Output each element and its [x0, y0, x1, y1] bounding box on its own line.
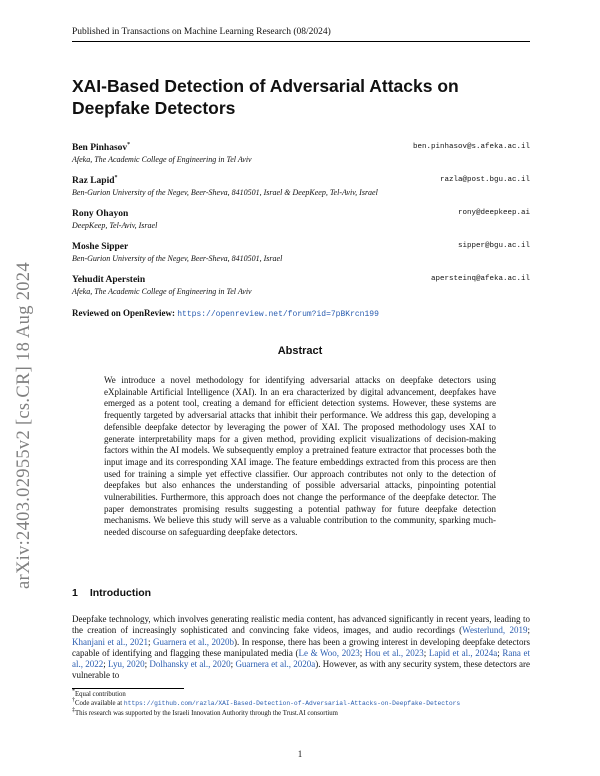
author-email[interactable]: apersteinq@afeka.ac.il — [430, 275, 530, 283]
author-email[interactable]: ben.pinhasov@s.afeka.ac.il — [412, 143, 530, 151]
footnotes — [72, 690, 542, 718]
openreview-link[interactable]: https://openreview.net/forum?id=7pBKrcn199 — [177, 310, 379, 319]
journal-header: Published in Transactions on Machine Learning Research (08/2024) — [72, 27, 331, 37]
code-link[interactable]: https://github.com/razla/XAI-Based-Detection-of-Adversarial-Attacks-on-Deepfake-Detectors — [123, 700, 461, 708]
citation-link[interactable]: Lapid et al., 2024a — [428, 647, 498, 658]
author-name: Rony Ohayon — [72, 209, 129, 219]
citation-link[interactable]: Le & Woo, 2023 — [298, 647, 360, 658]
abstract-text: We introduce a novel methodology for identifying adversarial attacks on deepfake detectors using eXplainable Artificial Intelligence (XAI). In an era characterized by digital advancement, deepfakes have emerged as a potent tool, creating a demand for efficient detection systems. However, these systems are frequently targeted by adversarial attacks that inhibit their performance. We address this gap, developing a defensible deepfake detector by leveraging the power of XAI. The proposed methodology uses XAI to generate interpretability maps for a given method, providing explicit visualizations of decision-making factors within the AI models. We subsequently employ a pretrained feature extractor that processes both the input image and its corresponding XAI image. The feature embeddings extracted from this process are then used for training a simple yet effective classifier. Our approach contributes not only to the detection of deepfakes but also enhances the understanding of possible adversarial attacks, pinpointing potential vulnerabilities. Furthermore, this approach does not change the performance of the deepfake detector. The paper demonstrates promising results suggesting a potential pathway for future deepfake detection mechanisms. We believe this study will serve as a valuable contribution to the community, sparking much-needed discourse on safeguarding deepfake detectors. — [104, 375, 496, 538]
abstract-heading: Abstract — [277, 345, 323, 357]
author-name: Raz Lapid* — [72, 174, 118, 186]
author-email[interactable]: sipper@bgu.ac.il — [457, 242, 530, 250]
author-affiliation: Afeka, The Academic College of Engineering in Tel Aviv — [72, 287, 252, 296]
author-name: Ben Pinhasov* — [72, 141, 131, 153]
author-email[interactable]: razla@post.bgu.ac.il — [439, 176, 530, 184]
page-number: 1 — [297, 749, 303, 759]
footnote-funding: ‡This research was supported by the Israeli Innovation Authority through the Trust.AI consortium — [72, 707, 338, 717]
section-heading — [72, 587, 151, 599]
citation-link[interactable]: Guarnera et al., 2020b — [153, 636, 235, 647]
citation-link[interactable]: Westerlund, 2019 — [462, 625, 528, 636]
author-name: Yehudit Aperstein — [72, 275, 146, 285]
author-block — [72, 275, 530, 296]
openreview-line — [72, 308, 379, 319]
author-block — [72, 242, 530, 263]
review-label: Reviewed on OpenReview: — [72, 308, 175, 318]
author-affiliation: DeepKeep, Tel-Aviv, Israel — [72, 221, 158, 230]
author-affiliation: Ben-Gurion University of the Negev, Beer-Sheva, 8410501, Israel — [72, 254, 283, 263]
author-block — [72, 209, 530, 230]
citation-link[interactable]: Lyu, 2020 — [108, 659, 145, 670]
author-email[interactable]: rony@deepkeep.ai — [457, 209, 530, 217]
footnote-equal-contribution: *Equal contribution — [72, 688, 126, 698]
header-rule — [72, 41, 530, 42]
author-affiliation: Ben-Gurion University of the Negev, Beer-Sheva, 8410501, Israel & DeepKeep, Tel-Aviv, Israel — [72, 188, 378, 197]
intro-paragraph: Deepfake technology, which involves generating realistic media content, has advanced significantly in recent years, leading to the creation of increasingly sophisticated and convincing fake videos, images, and audio recordings (Westerlund, 2019; Khanjani et al., 2021; Guarnera et al., 2020b). In response, there has been a growing interest in developing deepfake detectors capable of identifying and flagging these manipulated media (Le & Woo, 2023; Hou et al., 2023; Lapid et al., 2024a; Rana et al., 2022; Lyu, 2020; Dolhansky et al., 2020; Guarnera et al., 2020a). However, as with any security system, these detectors are vulnerable to — [72, 614, 530, 681]
author-block — [72, 176, 530, 197]
paper-title: XAI-Based Detection of Adversarial Attacks on Deepfake Detectors — [72, 76, 459, 118]
section-number: 1 — [72, 587, 78, 599]
citation-link[interactable]: Khanjani et al., 2021 — [72, 636, 148, 647]
footnote-rule — [72, 688, 184, 689]
citation-link[interactable]: Dolhansky et al., 2020 — [149, 659, 231, 670]
author-block — [72, 143, 530, 164]
arxiv-identifier: arXiv:2403.02955v2 [cs.CR] 18 Aug 2024 — [14, 262, 34, 589]
citation-link[interactable]: Guarnera et al., 2020a — [235, 659, 316, 670]
section-title: Introduction — [89, 587, 152, 599]
author-affiliation: Afeka, The Academic College of Engineering in Tel Aviv — [72, 155, 252, 164]
citation-link[interactable]: Hou et al., 2023 — [364, 647, 424, 658]
footnote-code: †Code available at https://github.com/razla/XAI-Based-Detection-of-Adversarial-Attacks-on-Deepfake-Detectors — [72, 698, 461, 708]
author-name: Moshe Sipper — [72, 242, 129, 252]
citation-link[interactable]: Rana et al., 2022 — [72, 647, 530, 670]
